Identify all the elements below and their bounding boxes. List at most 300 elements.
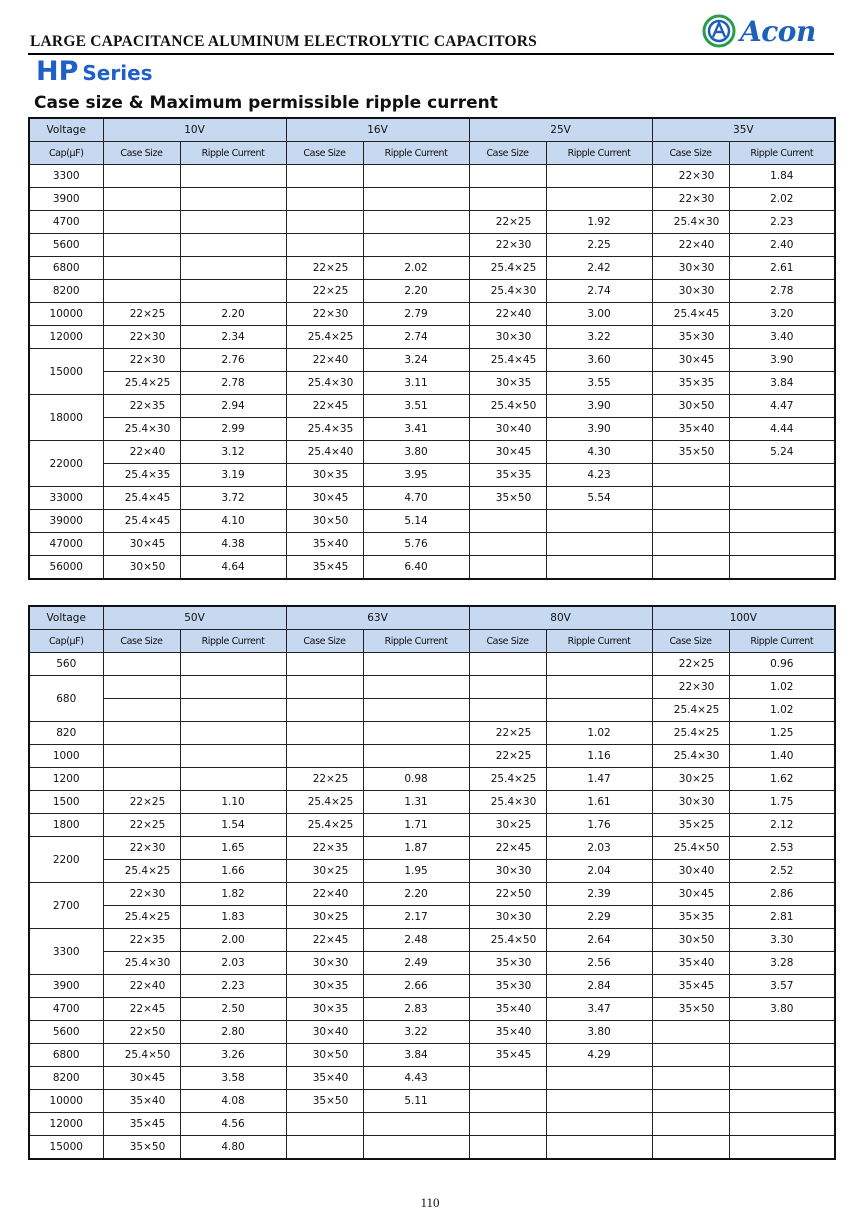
- table-row: [29, 745, 835, 768]
- voltage-header: 25V: [469, 118, 652, 142]
- case-size-cell: 35×35: [469, 464, 546, 487]
- ripple-current-cell: 3.47: [546, 998, 652, 1021]
- case-size-cell: 35×45: [286, 556, 363, 580]
- case-size-cell: [103, 165, 180, 188]
- ripple-current-cell: [180, 211, 286, 234]
- capacitance-cell: 1800: [29, 814, 103, 837]
- case-size-cell: 22×45: [286, 395, 363, 418]
- case-size-header: Case Size: [469, 630, 546, 653]
- case-size-cell: 25.4×30: [103, 952, 180, 975]
- ripple-current-cell: 2.02: [729, 188, 835, 211]
- table-row: [29, 860, 835, 883]
- table-row: [29, 1021, 835, 1044]
- ripple-current-cell: 3.00: [546, 303, 652, 326]
- ripple-current-cell: 1.61: [546, 791, 652, 814]
- capacitance-cell: 4700: [29, 211, 103, 234]
- ripple-current-header: Ripple Current: [729, 630, 835, 653]
- case-size-cell: 22×25: [103, 814, 180, 837]
- case-size-header: Case Size: [103, 142, 180, 165]
- ripple-current-cell: 3.80: [363, 441, 469, 464]
- ripple-current-cell: 2.76: [180, 349, 286, 372]
- case-size-header: Case Size: [652, 142, 729, 165]
- capacitance-cell: 15000: [29, 1136, 103, 1160]
- case-size-cell: 30×50: [652, 395, 729, 418]
- ripple-current-cell: 4.56: [180, 1113, 286, 1136]
- ripple-current-cell: 3.41: [363, 418, 469, 441]
- ripple-current-cell: 3.19: [180, 464, 286, 487]
- voltage-header: 63V: [286, 606, 469, 630]
- ripple-current-cell: [546, 1090, 652, 1113]
- ripple-current-cell: [180, 722, 286, 745]
- cap-label: Cap(μF): [29, 630, 103, 653]
- ripple-current-cell: 1.25: [729, 722, 835, 745]
- capacitance-cell: 10000: [29, 303, 103, 326]
- ripple-current-cell: 2.34: [180, 326, 286, 349]
- case-size-cell: 35×50: [652, 998, 729, 1021]
- case-size-cell: 22×25: [469, 722, 546, 745]
- ripple-current-cell: [363, 745, 469, 768]
- ripple-current-cell: 4.64: [180, 556, 286, 580]
- ripple-current-header: Ripple Current: [729, 142, 835, 165]
- table-row: [29, 234, 835, 257]
- case-size-cell: [286, 745, 363, 768]
- case-size-cell: 25.4×25: [103, 906, 180, 929]
- case-size-cell: 25.4×30: [286, 372, 363, 395]
- ripple-current-cell: 2.03: [180, 952, 286, 975]
- case-size-cell: [652, 1113, 729, 1136]
- ripple-current-cell: 2.86: [729, 883, 835, 906]
- ripple-current-cell: [363, 165, 469, 188]
- table-row: [29, 441, 835, 464]
- case-size-cell: 22×25: [469, 211, 546, 234]
- case-size-cell: 22×25: [103, 791, 180, 814]
- capacitance-cell: 5600: [29, 1021, 103, 1044]
- ripple-current-cell: 2.39: [546, 883, 652, 906]
- case-size-cell: 22×30: [103, 837, 180, 860]
- case-size-cell: 30×30: [469, 860, 546, 883]
- table-row: [29, 487, 835, 510]
- ripple-current-cell: 2.78: [729, 280, 835, 303]
- ripple-current-cell: [546, 653, 652, 676]
- case-size-cell: [469, 165, 546, 188]
- ripple-current-cell: 2.81: [729, 906, 835, 929]
- case-size-cell: 22×35: [103, 929, 180, 952]
- case-size-cell: [469, 556, 546, 580]
- ripple-current-cell: 2.84: [546, 975, 652, 998]
- ripple-current-cell: [546, 676, 652, 699]
- table-row: [29, 165, 835, 188]
- header-divider: [28, 53, 834, 55]
- case-size-cell: 22×40: [103, 975, 180, 998]
- ripple-current-cell: 2.53: [729, 837, 835, 860]
- case-size-cell: 30×35: [286, 998, 363, 1021]
- ripple-current-cell: 1.02: [546, 722, 652, 745]
- case-size-cell: 35×40: [652, 952, 729, 975]
- case-size-cell: 25.4×50: [652, 837, 729, 860]
- ripple-current-cell: 2.78: [180, 372, 286, 395]
- case-size-cell: 25.4×50: [469, 929, 546, 952]
- case-size-cell: 25.4×45: [103, 510, 180, 533]
- case-size-cell: [286, 1136, 363, 1160]
- case-size-cell: [103, 188, 180, 211]
- capacitance-cell: 39000: [29, 510, 103, 533]
- table-row: [29, 929, 835, 952]
- ripple-current-cell: 3.90: [546, 418, 652, 441]
- case-size-cell: 30×35: [286, 975, 363, 998]
- case-size-cell: [286, 1113, 363, 1136]
- ripple-current-cell: 5.14: [363, 510, 469, 533]
- voltage-header: 50V: [103, 606, 286, 630]
- ripple-current-cell: 3.80: [546, 1021, 652, 1044]
- capacitance-cell: 47000: [29, 533, 103, 556]
- ripple-current-header: Ripple Current: [546, 630, 652, 653]
- ripple-current-cell: 3.90: [546, 395, 652, 418]
- ripple-current-cell: 2.50: [180, 998, 286, 1021]
- case-size-cell: 25.4×35: [286, 418, 363, 441]
- case-size-cell: [469, 1136, 546, 1160]
- ripple-current-cell: 1.92: [546, 211, 652, 234]
- capacitance-cell: 12000: [29, 1113, 103, 1136]
- ripple-current-cell: [546, 533, 652, 556]
- ripple-current-cell: 2.00: [180, 929, 286, 952]
- ripple-current-cell: 4.10: [180, 510, 286, 533]
- case-size-cell: 25.4×50: [103, 1044, 180, 1067]
- table-row: [29, 257, 835, 280]
- case-size-cell: 25.4×45: [652, 303, 729, 326]
- table-row: [29, 906, 835, 929]
- case-size-cell: 25.4×45: [103, 487, 180, 510]
- case-size-cell: 30×30: [469, 906, 546, 929]
- case-size-cell: [469, 510, 546, 533]
- ripple-current-cell: [180, 768, 286, 791]
- case-size-cell: 30×45: [652, 349, 729, 372]
- brand-name: Acon: [740, 15, 816, 48]
- ripple-current-cell: [729, 464, 835, 487]
- acon-logo: [702, 10, 832, 52]
- ripple-current-cell: 4.44: [729, 418, 835, 441]
- ripple-table-low-voltage: [28, 117, 836, 580]
- capacitance-cell: 6800: [29, 1044, 103, 1067]
- table-row: [29, 188, 835, 211]
- capacitance-cell: 18000: [29, 395, 103, 441]
- ripple-current-cell: 2.23: [180, 975, 286, 998]
- case-size-cell: [103, 234, 180, 257]
- column-header-row: [29, 142, 835, 165]
- ripple-current-cell: 2.48: [363, 929, 469, 952]
- case-size-cell: 35×30: [652, 326, 729, 349]
- voltage-header: 16V: [286, 118, 469, 142]
- case-size-cell: [469, 1090, 546, 1113]
- ripple-current-cell: 1.83: [180, 906, 286, 929]
- case-size-cell: [286, 211, 363, 234]
- ripple-current-cell: 1.76: [546, 814, 652, 837]
- ripple-current-cell: [180, 257, 286, 280]
- case-size-cell: 35×30: [469, 952, 546, 975]
- ripple-current-cell: 1.75: [729, 791, 835, 814]
- ripple-current-cell: 5.76: [363, 533, 469, 556]
- ripple-current-cell: 3.20: [729, 303, 835, 326]
- ripple-current-cell: 2.94: [180, 395, 286, 418]
- ripple-current-cell: 2.40: [729, 234, 835, 257]
- ripple-current-cell: [363, 234, 469, 257]
- ripple-current-cell: 2.52: [729, 860, 835, 883]
- ripple-current-cell: [180, 745, 286, 768]
- capacitance-cell: 560: [29, 653, 103, 676]
- case-size-cell: [286, 699, 363, 722]
- case-size-cell: [469, 676, 546, 699]
- ripple-current-cell: [363, 676, 469, 699]
- case-size-cell: 25.4×25: [103, 860, 180, 883]
- case-size-cell: [286, 188, 363, 211]
- case-size-cell: 35×50: [652, 441, 729, 464]
- ripple-current-cell: 2.99: [180, 418, 286, 441]
- series-suffix: Series: [82, 61, 153, 85]
- table-row: [29, 837, 835, 860]
- case-size-cell: 35×40: [652, 418, 729, 441]
- case-size-cell: 25.4×25: [469, 257, 546, 280]
- table-row: [29, 303, 835, 326]
- case-size-cell: 22×45: [103, 998, 180, 1021]
- ripple-current-cell: 3.22: [363, 1021, 469, 1044]
- case-size-cell: [652, 487, 729, 510]
- case-size-cell: [103, 257, 180, 280]
- voltage-label: Voltage: [29, 118, 103, 142]
- table-row: [29, 418, 835, 441]
- ripple-current-header: Ripple Current: [180, 142, 286, 165]
- ripple-current-cell: 1.65: [180, 837, 286, 860]
- ripple-current-cell: 3.90: [729, 349, 835, 372]
- case-size-cell: 22×25: [286, 257, 363, 280]
- ripple-current-cell: [546, 188, 652, 211]
- ripple-current-cell: 3.84: [729, 372, 835, 395]
- ripple-current-header: Ripple Current: [180, 630, 286, 653]
- ripple-current-cell: 3.30: [729, 929, 835, 952]
- ripple-current-cell: 2.17: [363, 906, 469, 929]
- case-size-cell: 25.4×25: [469, 768, 546, 791]
- case-size-cell: 35×45: [103, 1113, 180, 1136]
- capacitance-cell: 3300: [29, 165, 103, 188]
- case-size-cell: 22×30: [103, 326, 180, 349]
- ripple-current-cell: 2.20: [363, 883, 469, 906]
- case-size-cell: 35×40: [469, 1021, 546, 1044]
- capacitance-cell: 2200: [29, 837, 103, 883]
- case-size-cell: 35×40: [469, 998, 546, 1021]
- section-title: Case size & Maximum permissible ripple current: [34, 93, 498, 113]
- ripple-current-cell: 0.96: [729, 653, 835, 676]
- table-row: [29, 699, 835, 722]
- ripple-current-cell: [180, 653, 286, 676]
- case-size-cell: [103, 653, 180, 676]
- ripple-current-cell: 1.84: [729, 165, 835, 188]
- ripple-current-cell: 1.10: [180, 791, 286, 814]
- ripple-current-cell: 3.84: [363, 1044, 469, 1067]
- ripple-current-cell: [546, 1136, 652, 1160]
- ripple-current-cell: 2.29: [546, 906, 652, 929]
- ripple-current-cell: 3.51: [363, 395, 469, 418]
- ripple-current-cell: 3.28: [729, 952, 835, 975]
- ripple-current-cell: 2.79: [363, 303, 469, 326]
- table-row: [29, 791, 835, 814]
- case-size-cell: 25.4×25: [286, 791, 363, 814]
- case-size-cell: 22×45: [286, 929, 363, 952]
- case-size-cell: 35×50: [469, 487, 546, 510]
- ripple-current-cell: [363, 653, 469, 676]
- ripple-current-cell: 2.04: [546, 860, 652, 883]
- capacitance-cell: 8200: [29, 1067, 103, 1090]
- case-size-cell: 35×35: [652, 372, 729, 395]
- case-size-cell: 25.4×25: [103, 372, 180, 395]
- case-size-cell: 30×25: [286, 860, 363, 883]
- case-size-cell: 35×40: [286, 1067, 363, 1090]
- case-size-cell: 22×50: [103, 1021, 180, 1044]
- ripple-current-cell: [180, 188, 286, 211]
- table-row: [29, 883, 835, 906]
- case-size-cell: 25.4×25: [652, 699, 729, 722]
- case-size-cell: 35×35: [652, 906, 729, 929]
- ripple-current-cell: 2.74: [363, 326, 469, 349]
- ripple-current-cell: 5.11: [363, 1090, 469, 1113]
- table-row: [29, 722, 835, 745]
- ripple-current-cell: 1.02: [729, 676, 835, 699]
- case-size-cell: 30×25: [286, 906, 363, 929]
- case-size-cell: [652, 464, 729, 487]
- voltage-label: Voltage: [29, 606, 103, 630]
- ripple-current-cell: 4.47: [729, 395, 835, 418]
- case-size-cell: [652, 1090, 729, 1113]
- case-size-cell: [652, 1021, 729, 1044]
- table-row: [29, 676, 835, 699]
- case-size-cell: 25.4×30: [652, 745, 729, 768]
- case-size-cell: 30×30: [652, 791, 729, 814]
- case-size-cell: 22×25: [103, 303, 180, 326]
- ripple-current-cell: 4.30: [546, 441, 652, 464]
- case-size-cell: 35×30: [469, 975, 546, 998]
- case-size-cell: [103, 280, 180, 303]
- capacitance-cell: 1500: [29, 791, 103, 814]
- ripple-current-cell: 3.12: [180, 441, 286, 464]
- case-size-cell: 25.4×25: [652, 722, 729, 745]
- table-row: [29, 1044, 835, 1067]
- ripple-current-cell: 4.70: [363, 487, 469, 510]
- ripple-current-cell: 4.43: [363, 1067, 469, 1090]
- case-size-header: Case Size: [469, 142, 546, 165]
- table-row: [29, 814, 835, 837]
- case-size-cell: [286, 165, 363, 188]
- ripple-current-cell: 1.66: [180, 860, 286, 883]
- ripple-current-cell: 2.61: [729, 257, 835, 280]
- case-size-cell: 25.4×45: [469, 349, 546, 372]
- case-size-cell: [286, 722, 363, 745]
- table-row: [29, 556, 835, 580]
- case-size-cell: [652, 1136, 729, 1160]
- case-size-cell: [469, 1067, 546, 1090]
- case-size-cell: [469, 653, 546, 676]
- table-row: [29, 998, 835, 1021]
- case-size-cell: [469, 1113, 546, 1136]
- case-size-cell: 25.4×25: [286, 814, 363, 837]
- case-size-cell: 30×45: [652, 883, 729, 906]
- case-size-cell: [103, 699, 180, 722]
- capacitance-cell: 3900: [29, 975, 103, 998]
- ripple-current-cell: [363, 1136, 469, 1160]
- case-size-cell: 35×40: [103, 1090, 180, 1113]
- case-size-cell: [103, 768, 180, 791]
- case-size-cell: 22×40: [469, 303, 546, 326]
- ripple-current-cell: [180, 280, 286, 303]
- ripple-current-cell: 2.80: [180, 1021, 286, 1044]
- case-size-header: Case Size: [286, 142, 363, 165]
- table-row: [29, 326, 835, 349]
- ripple-current-cell: [729, 556, 835, 580]
- case-size-header: Case Size: [103, 630, 180, 653]
- ripple-current-cell: 4.38: [180, 533, 286, 556]
- case-size-cell: 25.4×30: [103, 418, 180, 441]
- case-size-cell: 30×35: [469, 372, 546, 395]
- case-size-cell: 22×25: [652, 653, 729, 676]
- case-size-cell: 25.4×25: [286, 326, 363, 349]
- ripple-current-cell: 1.62: [729, 768, 835, 791]
- case-size-cell: 30×25: [652, 768, 729, 791]
- case-size-cell: 22×25: [469, 745, 546, 768]
- table-row: [29, 211, 835, 234]
- ripple-current-cell: 3.95: [363, 464, 469, 487]
- ripple-current-cell: 1.02: [729, 699, 835, 722]
- ripple-current-header: Ripple Current: [546, 142, 652, 165]
- case-size-cell: [103, 745, 180, 768]
- case-size-cell: 30×30: [652, 280, 729, 303]
- capacitance-cell: 1000: [29, 745, 103, 768]
- ripple-current-cell: 2.20: [180, 303, 286, 326]
- ripple-current-cell: 1.87: [363, 837, 469, 860]
- ripple-current-cell: 2.25: [546, 234, 652, 257]
- ripple-current-cell: [729, 1136, 835, 1160]
- capacitance-cell: 3300: [29, 929, 103, 975]
- capacitance-cell: 3900: [29, 188, 103, 211]
- capacitance-cell: 820: [29, 722, 103, 745]
- ripple-current-cell: [363, 188, 469, 211]
- ripple-current-cell: 1.47: [546, 768, 652, 791]
- series-title: [36, 56, 153, 87]
- case-size-cell: 30×30: [286, 952, 363, 975]
- case-size-cell: 22×45: [469, 837, 546, 860]
- case-size-cell: 35×45: [469, 1044, 546, 1067]
- case-size-cell: [469, 533, 546, 556]
- ripple-current-cell: [546, 1113, 652, 1136]
- case-size-cell: 25.4×40: [286, 441, 363, 464]
- case-size-cell: 30×50: [103, 556, 180, 580]
- case-size-cell: 22×35: [286, 837, 363, 860]
- case-size-cell: 22×40: [652, 234, 729, 257]
- case-size-header: Case Size: [652, 630, 729, 653]
- ripple-current-cell: [729, 487, 835, 510]
- case-size-cell: [103, 722, 180, 745]
- ripple-current-cell: [729, 1021, 835, 1044]
- table-row: [29, 1067, 835, 1090]
- ripple-current-cell: 3.60: [546, 349, 652, 372]
- ripple-current-cell: 2.12: [729, 814, 835, 837]
- ripple-current-cell: 3.22: [546, 326, 652, 349]
- ripple-current-cell: [729, 1113, 835, 1136]
- case-size-cell: [286, 676, 363, 699]
- table-row: [29, 349, 835, 372]
- voltage-header: 35V: [652, 118, 835, 142]
- ripple-current-cell: 2.02: [363, 257, 469, 280]
- ripple-current-cell: 4.08: [180, 1090, 286, 1113]
- capacitance-cell: 33000: [29, 487, 103, 510]
- capacitance-cell: 56000: [29, 556, 103, 580]
- case-size-cell: 25.4×30: [469, 791, 546, 814]
- case-size-cell: 22×50: [469, 883, 546, 906]
